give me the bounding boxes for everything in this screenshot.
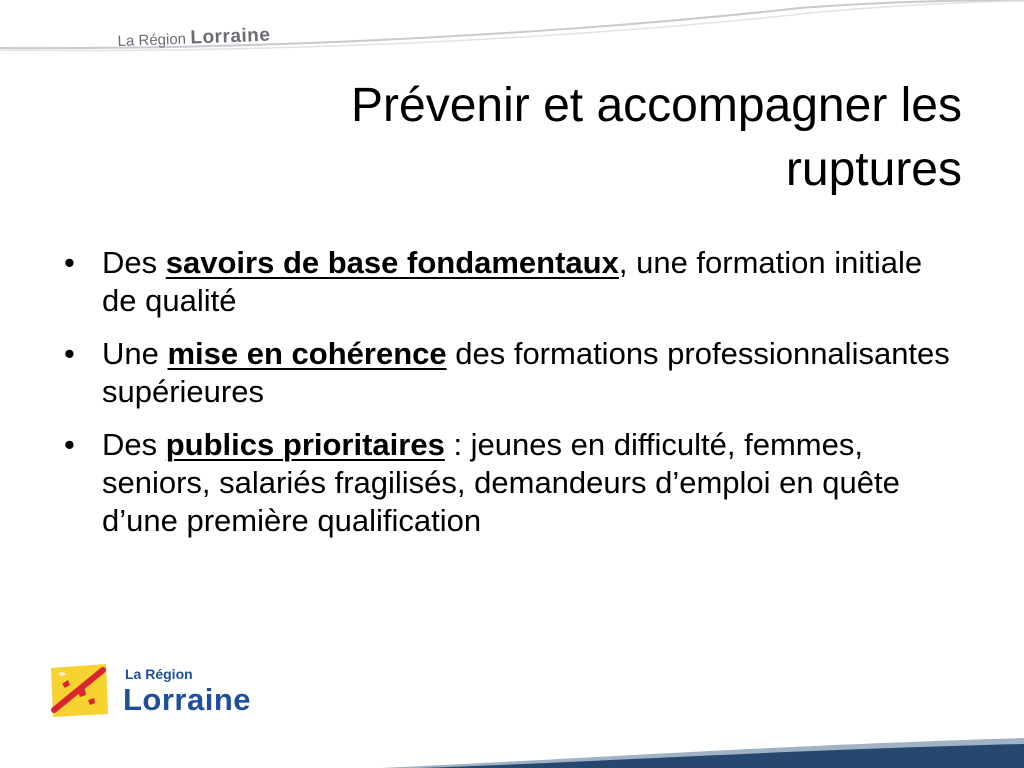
bullet-text-after: des formations professionnalisantes supérieures bbox=[102, 336, 950, 409]
bullet-emphasis: savoirs de base fondamentaux bbox=[165, 245, 619, 280]
header-brand-name: Lorraine bbox=[190, 24, 271, 49]
logo-name: Lorraine bbox=[123, 682, 252, 717]
bullet-emphasis: publics prioritaires bbox=[165, 427, 445, 462]
bullet-emphasis: mise en cohérence bbox=[167, 336, 447, 371]
bullet-list bbox=[60, 244, 960, 555]
header-brand-prefix: La Région bbox=[117, 30, 187, 51]
bullet-text-before: Des bbox=[102, 427, 166, 462]
bullet-item bbox=[60, 426, 960, 540]
bottom-swoosh-decoration bbox=[0, 720, 1024, 768]
region-lorraine-logo bbox=[48, 662, 318, 722]
bullet-dot: • bbox=[64, 336, 75, 371]
lorraine-flag-emblem-icon bbox=[48, 662, 110, 718]
logo-prefix: La Région bbox=[125, 666, 193, 682]
slide-title: Prévenir et accompagner les ruptures bbox=[351, 79, 962, 196]
bullet-item bbox=[60, 244, 960, 320]
bullet-text-after: , une formation initiale de qualité bbox=[102, 245, 923, 318]
bullet-text-before: Une bbox=[102, 336, 168, 371]
bullet-dot: • bbox=[64, 245, 75, 280]
bullet-dot: • bbox=[64, 427, 75, 462]
bullet-item bbox=[60, 335, 960, 411]
bullet-text-after: : jeunes en difficulté, femmes, seniors, salariés fragilisés, demandeurs d’emploi en quête d’une première qualification bbox=[102, 427, 900, 538]
bullet-text-before: Des bbox=[102, 245, 166, 280]
